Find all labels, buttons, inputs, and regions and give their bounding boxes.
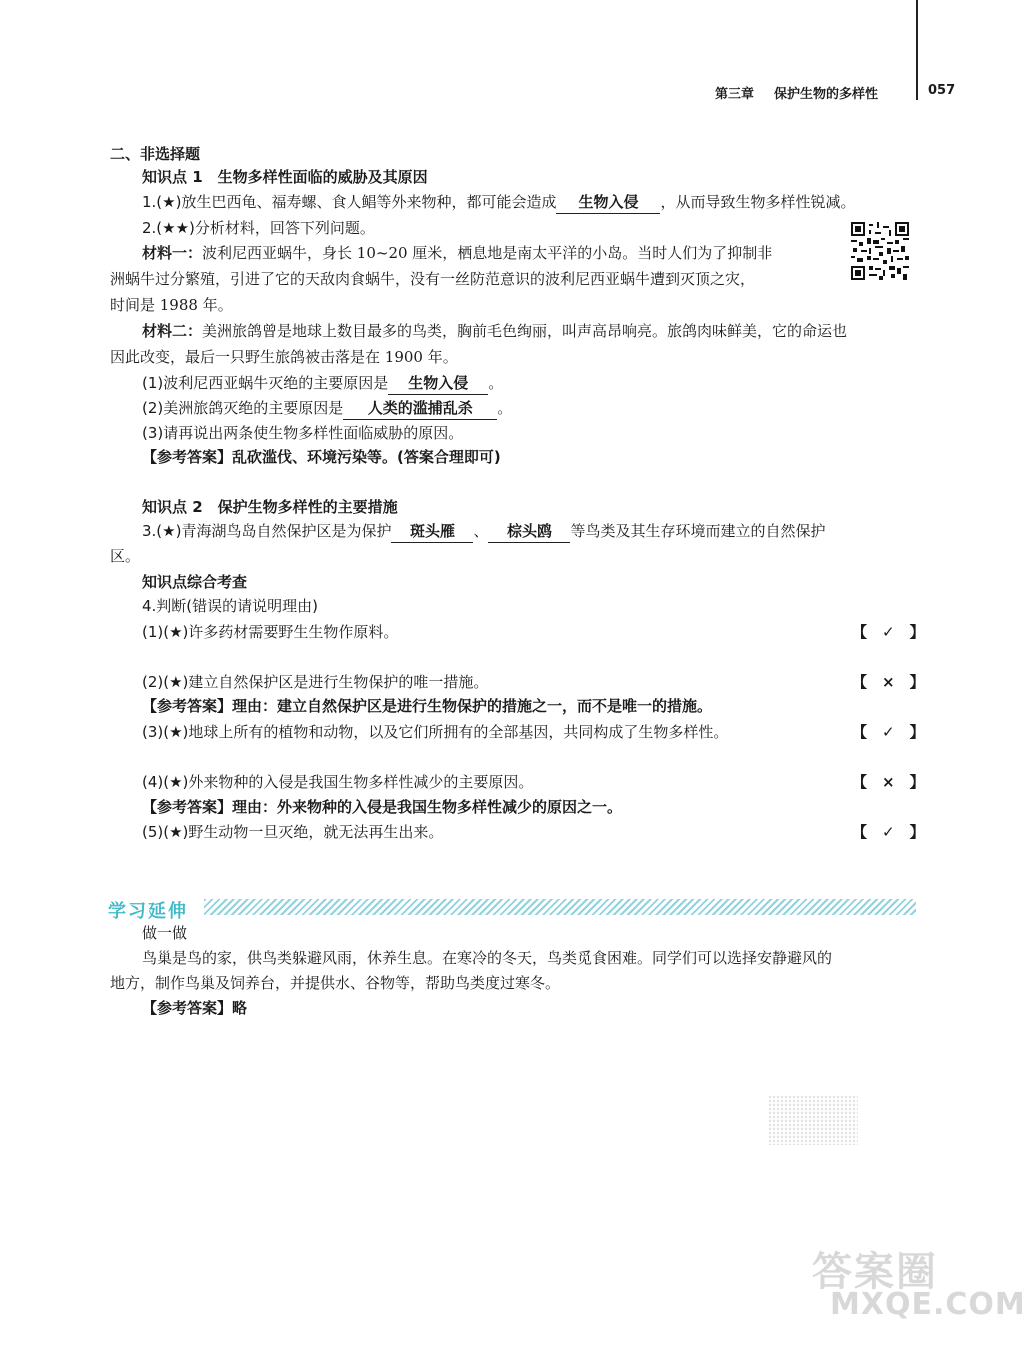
judgment-item-2: (2)(★)建立自然保护区是进行生物保护的唯一措施。 [142, 673, 489, 691]
q2-2-answer-blank: 人类的滥捕乱杀 [343, 397, 497, 420]
extension-line-2: 地方，制作鸟巢及饲养台，并提供水、谷物等，帮助鸟类度过寒冬。 [110, 974, 561, 992]
knowledge-point-1-title: 知识点 1 生物多样性面临的威胁及其原因 [142, 168, 428, 186]
chapter-title: 保护生物的多样性 [774, 87, 879, 102]
banner-stripe-decoration [204, 899, 916, 915]
question-4-stem: 4.判断(错误的请说明理由) [142, 597, 319, 615]
extension-line-1: 鸟巢是鸟的家，供鸟类躲避风雨，休养生息。在寒冷的冬天，鸟类觅食困难。同学们可以选择安静避风的 [142, 949, 833, 967]
question-3: 3.(★)青海湖鸟岛自然保护区是为保护 斑头雁 、 棕头鸥 等鸟类及其生存环境而建立的自然保护 [142, 520, 826, 543]
question-1: 1.(★)放生巴西龟、福寿螺、食人鲳等外来物种，都可能会造成 生物入侵 ，从而导致生物多样性锐减。 [142, 191, 855, 214]
material-1-line-3: 时间是 1988 年。 [110, 296, 233, 314]
page-number: 057 [928, 83, 956, 98]
question-2-stem: 2.(★★)分析材料，回答下列问题。 [142, 219, 375, 237]
judgment-mark-3: 【 ✓ 】 [852, 723, 925, 741]
extension-subtitle: 做一做 [142, 924, 188, 942]
q1-answer-blank: 生物入侵 [556, 191, 660, 214]
judgment-mark-5: 【 ✓ 】 [852, 823, 925, 841]
question-2-sub-3: (3)请再说出两条使生物多样性面临威胁的原因。 [142, 424, 464, 442]
judgment-mark-2: 【 × 】 [852, 673, 925, 691]
judgment-item-3: (3)(★)地球上所有的植物和动物，以及它们所拥有的全部基因，共同构成了生物多样性。 [142, 723, 729, 741]
judgment-item-1: (1)(★)许多药材需要野生生物作原料。 [142, 623, 399, 641]
extension-answer: 【参考答案】略 [142, 999, 248, 1017]
qr-code-icon [851, 222, 909, 280]
judgment-item-5: (5)(★)野生动物一旦灭绝，就无法再生出来。 [142, 823, 444, 841]
material-1-line-2: 洲蜗牛过分繁殖，引进了它的天敌肉食蜗牛，没有一丝防范意识的波利尼西亚蜗牛遭到灭顶之灾， [110, 270, 756, 288]
knowledge-point-combined-title: 知识点综合考查 [142, 573, 248, 591]
material-1-line-1: 材料一：波利尼西亚蜗牛，身长 10~20 厘米，栖息地是南太平洋的小岛。当时人们为了抑制非 [142, 244, 773, 262]
material-2-line-1: 材料二：美洲旅鸽曾是地球上数目最多的鸟类，胸前毛色绚丽，叫声高昂响亮。旅鸽肉味鲜美，它的命运也 [142, 322, 848, 340]
q3-answer-blank-2: 棕头鸥 [488, 520, 570, 543]
judgment-mark-4: 【 × 】 [852, 773, 925, 791]
knowledge-point-2-title: 知识点 2 保护生物多样性的主要措施 [142, 498, 398, 516]
chapter-label: 第三章 [715, 87, 755, 102]
study-extension-banner: 学习延伸 [108, 901, 188, 922]
q2-1-answer-blank: 生物入侵 [388, 372, 488, 395]
question-2-answer: 【参考答案】乱砍滥伐、环境污染等。(答案合理即可) [142, 448, 501, 466]
question-3-line-2: 区。 [110, 547, 141, 565]
judgment-reason-4: 【参考答案】理由：外来物种的入侵是我国生物多样性减少的原因之一。 [142, 798, 623, 816]
judgment-item-4: (4)(★)外来物种的入侵是我国生物多样性减少的主要原因。 [142, 773, 534, 791]
section-title: 二、非选择题 [110, 145, 201, 163]
judgment-mark-1: 【 ✓ 】 [852, 623, 925, 641]
dot-texture-decoration [768, 1095, 858, 1145]
q3-answer-blank-1: 斑头雁 [391, 520, 473, 543]
judgment-reason-2: 【参考答案】理由：建立自然保护区是进行生物保护的措施之一，而不是唯一的措施。 [142, 697, 713, 715]
material-2-line-2: 因此改变，最后一只野生旅鸽被击落是在 1900 年。 [110, 348, 458, 366]
watermark-logo: 答案圈 [812, 1249, 938, 1295]
question-2-sub-1: (1)波利尼西亚蜗牛灭绝的主要原因是 生物入侵 。 [142, 372, 503, 395]
question-2-sub-2: (2)美洲旅鸽灭绝的主要原因是 人类的滥捕乱杀 。 [142, 397, 512, 420]
watermark-url: MXQE.COM [830, 1287, 1026, 1322]
header-divider-line [916, 0, 918, 100]
